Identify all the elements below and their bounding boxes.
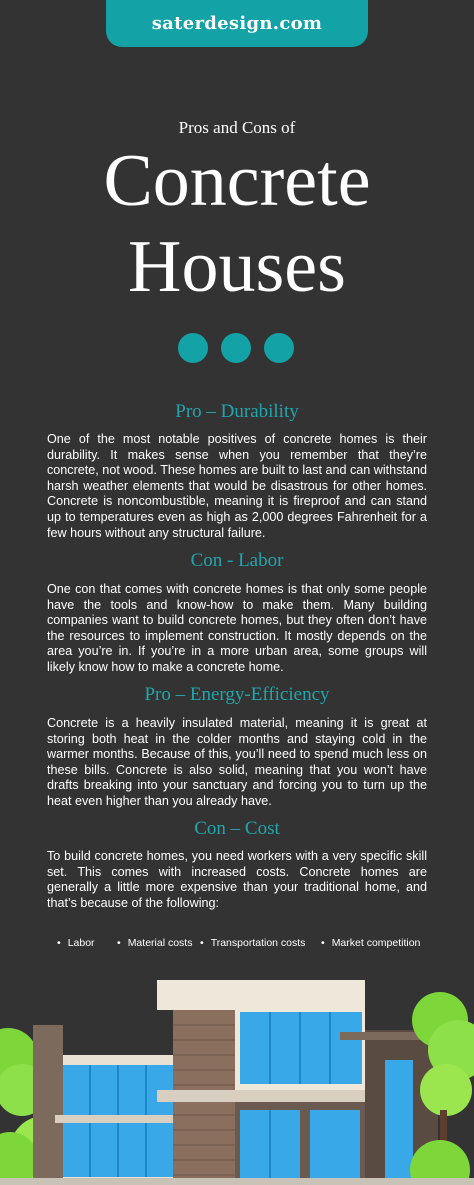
section-heading-energy: Pro – Energy-Efficiency: [144, 684, 330, 705]
balcony-slab: [157, 1090, 365, 1102]
section-heading-durability: Pro – Durability: [175, 401, 299, 422]
tall-window: [385, 1060, 413, 1180]
section-heading-labor: Con - Labor: [190, 550, 284, 571]
section-body-cost: To build concrete homes, you need workers with a very specific skill set. This comes with increased costs. Concrete homes are generally a little more expensive than your traditional home, and that’s because of the following:: [47, 849, 427, 910]
section-heading-cost: Con – Cost: [194, 818, 280, 839]
floor-slab: [55, 1115, 185, 1123]
title-line-2: Houses: [128, 226, 346, 308]
ground-line: [0, 1178, 474, 1185]
section-body-energy: Concrete is a heavily insulated material, meaning it is great at storing both heat in the colder months and staying cold in the warmer months. Because of this, you’ll need to spend much less on these bills. Concrete is also solid, meaning that you won’t have drafts breaking into your sanctuary and forcing you to turn up the heat even higher than you already have.: [47, 716, 427, 808]
lower-window: [310, 1110, 360, 1180]
dot: [178, 333, 208, 363]
bullet-item: • Transportation costs: [200, 937, 305, 949]
house-illustration: [0, 970, 474, 1185]
bullet-item: • Material costs: [117, 937, 192, 949]
side-wall: [33, 1025, 63, 1185]
section-body-labor: One con that comes with concrete homes is that only some people have the tools and know-how to make them. Many building companies want to build concrete homes, but they often don’t have the resources to implement construction. It mostly depends on the area you’re in. If you’re in a more urban area, some groups will likely know how to make a concrete home.: [47, 582, 427, 674]
title-kicker: Pros and Cons of: [178, 118, 296, 137]
bullet-item: • Labor: [57, 937, 95, 949]
bullet-item: • Market competition: [321, 937, 420, 949]
dot: [264, 333, 294, 363]
tree-canopy: [420, 1064, 472, 1116]
site-banner: saterdesign.com: [106, 0, 368, 47]
title-line-1: Concrete: [103, 140, 371, 222]
cost-bullet-list: [0, 937, 474, 951]
decorative-dots: [178, 333, 294, 363]
upper-roof-box: [157, 980, 365, 1010]
dot: [221, 333, 251, 363]
section-body-durability: One of the most notable positives of concrete homes is their durability. It makes sense when you remember that they’re concrete, not wood. These homes are built to last and can withstand harsh weather elements that would be disastrous for other homes. Concrete is noncombustible, meaning it is fireproof and can stand up to temperatures even as high as 2,000 degrees Fahrenheit for a few hours without any structural failure.: [47, 432, 427, 540]
